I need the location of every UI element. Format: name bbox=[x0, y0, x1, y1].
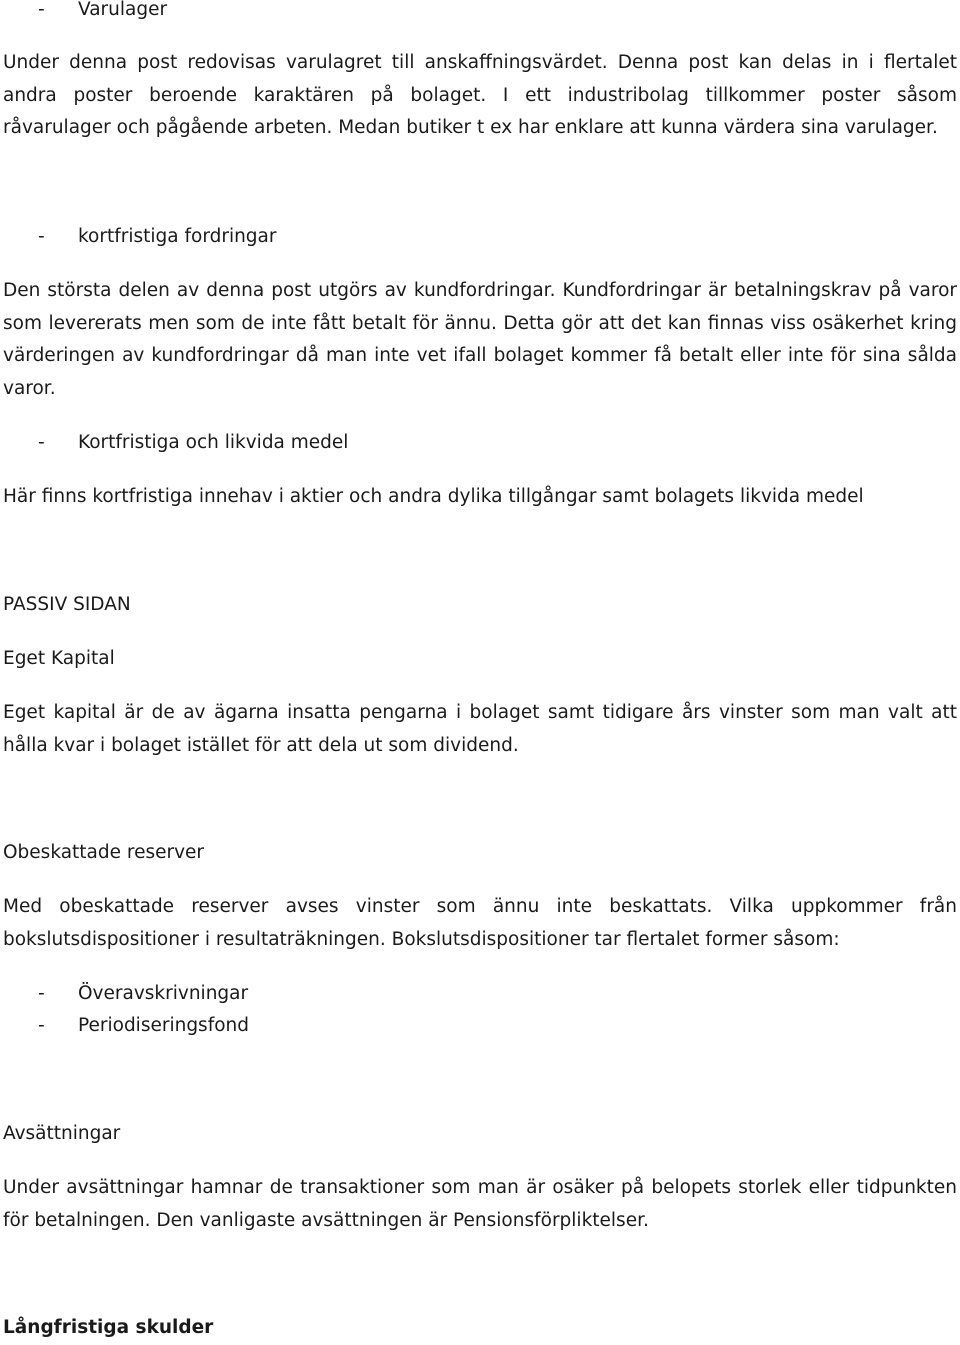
paragraph-line: värderingen av kundfordringar då man inte vet ifall bolaget kommer få betalt eller inte för sina sålda bbox=[3, 345, 957, 366]
heading-langfristiga-skulder bbox=[3, 1312, 957, 1345]
paragraph-line: varor. bbox=[3, 377, 56, 399]
paragraph-varulager bbox=[3, 47, 957, 145]
heading-text: Avsättningar bbox=[3, 1123, 121, 1144]
heading-eget-kapital bbox=[3, 643, 957, 676]
paragraph-eget-kapital bbox=[3, 697, 957, 762]
paragraph-line: Här finns kortfristiga innehav i aktier och andra dylika tillgångar samt bolagets likvida medel bbox=[3, 486, 864, 507]
heading-kortfristiga-likvida bbox=[38, 427, 348, 460]
paragraph-kortfristiga-likvida bbox=[3, 481, 957, 514]
paragraph-line: råvarulager och pågående arbeten. Medan butiker t ex har enklare att kunna värdera sina varulager. bbox=[3, 117, 938, 138]
heading-obeskattade-reserver bbox=[3, 837, 957, 870]
heading-text: Obeskattade reserver bbox=[3, 842, 205, 863]
heading-text: Eget Kapital bbox=[3, 648, 115, 669]
heading-text: kortfristiga fordringar bbox=[78, 226, 277, 247]
paragraph-line: bokslutsdispositioner i resultaträkningen. Bokslutsdispositioner tar flertalet former såsom: bbox=[3, 928, 840, 950]
paragraph-line: Den största delen av denna post utgörs av kundfordringar. Kundfordringar är betalningskrav på varor bbox=[3, 280, 957, 301]
heading-varulager bbox=[38, 0, 167, 27]
list-dash: - bbox=[38, 983, 45, 1004]
paragraph-obeskattade-reserver bbox=[3, 891, 957, 956]
heading-kortfristiga-fordringar bbox=[38, 221, 277, 254]
list-item bbox=[38, 978, 248, 1011]
heading-text: Långfristiga skulder bbox=[3, 1317, 214, 1338]
list-dash: - bbox=[38, 1015, 45, 1036]
heading-text: Varulager bbox=[78, 0, 168, 20]
paragraph-line: andra poster beroende karaktären på bolaget. I ett industribolag tillkommer poster såsom bbox=[3, 84, 957, 106]
list-dash: - bbox=[38, 432, 45, 453]
list-dash: - bbox=[38, 226, 45, 247]
paragraph-line: för betalningen. Den vanligaste avsättningen är Pensionsförpliktelser. bbox=[3, 1209, 649, 1231]
heading-text: PASSIV SIDAN bbox=[3, 594, 131, 615]
list-item bbox=[38, 1010, 249, 1043]
heading-text: Kortfristiga och likvida medel bbox=[78, 432, 349, 453]
paragraph-line: Under avsättningar hamnar de transaktioner som man är osäker på belopets storlek eller tidpunkten bbox=[3, 1177, 957, 1198]
list-item-text: Överavskrivningar bbox=[78, 983, 249, 1004]
heading-avsattningar bbox=[3, 1118, 957, 1151]
paragraph-line: Under denna post redovisas varulagret till anskaffningsvärdet. Denna post kan delas in i flertalet bbox=[3, 52, 957, 73]
list-dash: - bbox=[38, 0, 45, 20]
paragraph-line: hålla kvar i bolaget istället för att dela ut som dividend. bbox=[3, 734, 519, 756]
paragraph-line: som levererats men som de inte fått betalt för ännu. Detta gör att det kan finnas viss osäkerhet kring bbox=[3, 312, 957, 334]
heading-passiv-sidan bbox=[3, 589, 957, 622]
list-item-text: Periodiseringsfond bbox=[78, 1015, 249, 1036]
paragraph-avsattningar bbox=[3, 1172, 957, 1237]
paragraph-line: Eget kapital är de av ägarna insatta pengarna i bolaget samt tidigare års vinster som man valt att bbox=[3, 702, 957, 723]
paragraph-kortfristiga-fordringar bbox=[3, 275, 957, 405]
paragraph-line: Med obeskattade reserver avses vinster som ännu inte beskattats. Vilka uppkommer från bbox=[3, 896, 957, 917]
